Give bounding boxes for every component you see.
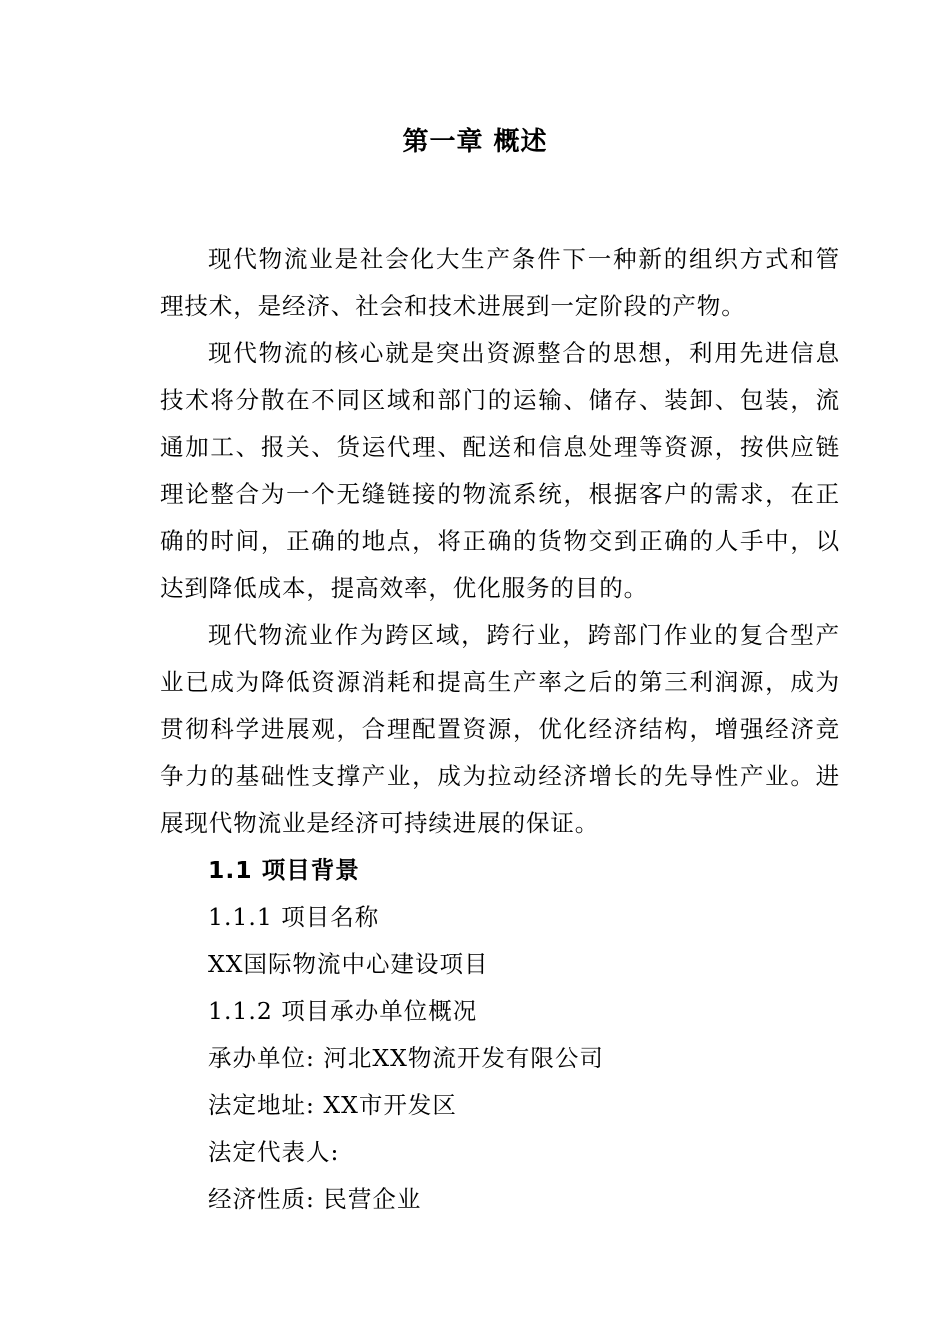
paragraph-core: 现代物流的核心就是突出资源整合的思想，利用先进信息技术将分散在不同区域和部门的运输、储存、装卸、包装，流通加工、报关、货运代理、配送和信息处理等资源，按供应链理论整合为一个无缝链接的物流系统，根据客户的需求，在正确的时间，正确的地点，将正确的货物交到正确的人手中，以达到降低成本，提高效率，优化服务的目的。: [160, 339, 840, 602]
chapter-title: 第一章 概述: [402, 127, 548, 157]
paragraph-intro: 现代物流业是社会化大生产条件下一种新的组织方式和管理技术，是经济、社会和技术进展到一定阶段的产物。: [160, 245, 840, 320]
section-heading: 1.1 项目背景: [208, 856, 360, 884]
info-undertaker: 承办单位: 河北XX物流开发有限公司: [208, 1044, 604, 1072]
info-representative: 法定代表人:: [208, 1138, 340, 1166]
project-name: XX国际物流中心建设项目: [208, 950, 489, 978]
document-body: [160, 236, 840, 1223]
paragraph-industry: 现代物流业作为跨区域，跨行业，跨部门作业的复合型产业已成为降低资源消耗和提高生产率之后的第三利润源，成为贯彻科学进展观，合理配置资源，优化经济结构，增强经济竞争力的基础性支撑产业，成为拉动经济增长的先导性产业。进展现代物流业是经济可持续进展的保证。: [160, 621, 840, 837]
info-nature: 经济性质: 民营企业: [208, 1185, 422, 1213]
info-address: 法定地址: XX市开发区: [208, 1091, 457, 1119]
subsection-project-name: 1.1.1 项目名称: [208, 903, 380, 931]
subsection-undertaker-overview: 1.1.2 项目承办单位概况: [208, 997, 478, 1025]
